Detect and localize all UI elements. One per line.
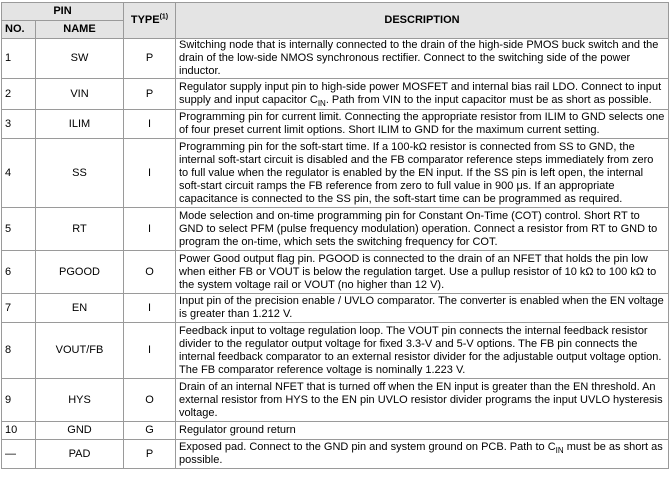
subscript-in: IN	[555, 446, 564, 456]
table-row	[2, 323, 669, 379]
pin-name: SS	[36, 139, 124, 208]
table-row	[2, 139, 669, 208]
pin-type: G	[124, 422, 176, 440]
pin-number: 3	[2, 110, 36, 139]
pin-number: 2	[2, 79, 36, 110]
name-header: NAME	[36, 21, 124, 39]
pin-description: Drain of an internal NFET that is turned off when the EN input is greater than the EN threshold. An external resistor from HYS to the EN pin UVLO resistor divider programs the input UVLO hysteresis voltage.	[176, 379, 669, 422]
pin-name: ILIM	[36, 110, 124, 139]
pin-name: SW	[36, 39, 124, 79]
pin-description: Input pin of the precision enable / UVLO comparator. The converter is enabled when the EN voltage is greater than 1.212 V.	[176, 294, 669, 323]
pin-type: I	[124, 323, 176, 379]
pin-description-part: must be as short as possible.	[179, 441, 663, 466]
pin-description: Feedback input to voltage regulation loop. The VOUT pin connects the internal feedback resistor divider to the regulator output voltage for fixed 3.3-V and 5-V options. The FB pin connects the internal feedback comparator to an external resistor divider for the adjustable output voltage option. The FB comparator reference voltage is nominally 1.223 V.	[176, 323, 669, 379]
pin-name: RT	[36, 208, 124, 251]
pin-type: O	[124, 251, 176, 294]
pin-group-header: PIN	[2, 3, 124, 21]
pin-number: 10	[2, 422, 36, 440]
pin-name: PGOOD	[36, 251, 124, 294]
table-row	[2, 208, 669, 251]
table-row	[2, 251, 669, 294]
type-header-label: TYPE	[130, 14, 160, 26]
pin-type: I	[124, 294, 176, 323]
pin-description: Switching node that is internally connected to the drain of the high-side PMOS buck switch and the drain of the low-side NMOS synchronous rectifier. Connect to the switching side of the power inductor.	[176, 39, 669, 79]
pin-description: Programming pin for current limit. Connecting the appropriate resistor from ILIM to GND selects one of four preset current limit options. Short ILIM to GND for the maximum current setting.	[176, 110, 669, 139]
pin-name: PAD	[36, 440, 124, 469]
pin-type: P	[124, 440, 176, 469]
pin-type: I	[124, 110, 176, 139]
table-row	[2, 110, 669, 139]
pin-number: 5	[2, 208, 36, 251]
pin-description: Power Good output flag pin. PGOOD is connected to the drain of an NFET that holds the pin low when either FB or VOUT is below the regulation target. Use a pullup resistor of 10 kΩ to 100 kΩ to the system voltage rail or VOUT (no higher than 12 V).	[176, 251, 669, 294]
pin-description-part: Regulator supply input pin to high-side power MOSFET and internal bias rail LDO. Connect to input supply and input capacitor C	[179, 81, 662, 106]
pin-type: P	[124, 39, 176, 79]
pin-number: 1	[2, 39, 36, 79]
pin-description-part: . Path from VIN to the input capacitor must be as short as possible.	[325, 94, 652, 106]
pin-description: Mode selection and on-time programming pin for Constant On-Time (COT) control. Short RT to GND to select PFM (pulse frequency modulation) operation. Connect a resistor from RT to GND to program the on-time, which sets the switching frequency for COT.	[176, 208, 669, 251]
type-header	[124, 3, 176, 39]
pin-name: HYS	[36, 379, 124, 422]
description-header: DESCRIPTION	[176, 3, 669, 39]
pin-number: 4	[2, 139, 36, 208]
subscript-in: IN	[317, 99, 326, 109]
table-row	[2, 422, 669, 440]
pin-description-part: Exposed pad. Connect to the GND pin and system ground on PCB. Path to C	[179, 441, 556, 453]
pin-description	[176, 440, 669, 469]
no-header: NO.	[2, 21, 36, 39]
pin-name: VOUT/FB	[36, 323, 124, 379]
table-row	[2, 79, 669, 110]
pin-name: GND	[36, 422, 124, 440]
table-row	[2, 379, 669, 422]
pin-number: 6	[2, 251, 36, 294]
table-row	[2, 294, 669, 323]
pin-name: EN	[36, 294, 124, 323]
table-row	[2, 39, 669, 79]
pin-number: 7	[2, 294, 36, 323]
table-row	[2, 440, 669, 469]
pin-description	[176, 79, 669, 110]
pin-description: Regulator ground return	[176, 422, 669, 440]
pin-number: —	[2, 440, 36, 469]
pin-type: O	[124, 379, 176, 422]
pin-description: Programming pin for the soft-start time. If a 100-kΩ resistor is connected from SS to GND, the internal soft-start circuit is disabled and the FB comparator reference steps immediately from zero to full value when the regulator is enabled by the EN input. If the SS pin is left open, the internal soft-start circuit ramps the FB reference from zero to full value in 900 μs. If an appropriate capacitance is connected to the SS pin, the soft-start time can be programmed as required.	[176, 139, 669, 208]
type-footnote-ref: (1)	[159, 13, 169, 21]
pin-number: 8	[2, 323, 36, 379]
pin-description-table	[1, 2, 669, 469]
pin-number: 9	[2, 379, 36, 422]
pin-type: I	[124, 139, 176, 208]
pin-name: VIN	[36, 79, 124, 110]
pin-type: I	[124, 208, 176, 251]
pin-type: P	[124, 79, 176, 110]
